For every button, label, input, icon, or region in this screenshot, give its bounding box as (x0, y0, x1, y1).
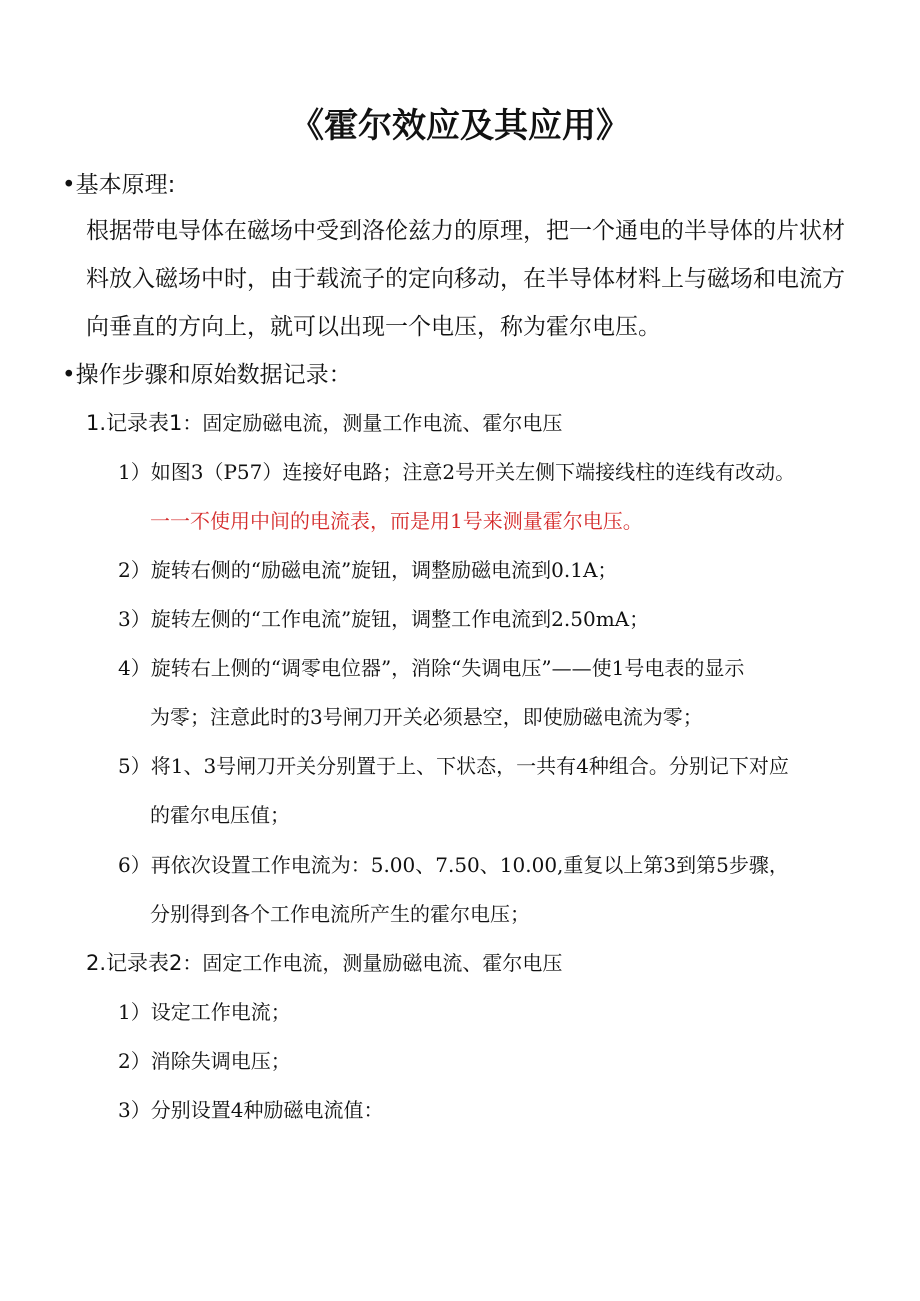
table1-step-1-note: 一一不使用中间的电流表，而是用1号来测量霍尔电压。 (150, 509, 643, 533)
operations-heading: •操作步骤和原始数据记录： (62, 362, 352, 388)
principle-line-2: 料放入磁场中时，由于载流子的定向移动，在半导体材料上与磁场和电流方 (86, 266, 845, 292)
table1-step-6: 6）再依次设置工作电流为：5.00、7.50、10.00,重复以上第3到第5步骤， (118, 853, 789, 877)
table2-step-2: 2）消除失调电压； (118, 1049, 291, 1073)
table1-step-5: 5）将1、3号闸刀开关分别置于上、下状态，一共有4种组合。分别记下对应 (118, 754, 789, 778)
table2-lead: 2.记录表2 (86, 951, 183, 975)
document-title: 《霍尔效应及其应用》 (290, 106, 630, 146)
principle-line-1: 根据带电导体在磁场中受到洛伦兹力的原理，把一个通电的半导体的片状材 (86, 218, 845, 244)
table2-step-1: 1）设定工作电流； (118, 1000, 291, 1024)
table1-step-4: 4）旋转右上侧的“调零电位器”，消除“失调电压”——使1号电表的显示 (118, 656, 745, 680)
table1-lead: 1.记录表1 (86, 411, 183, 435)
table1-step-3: 3）旋转左侧的“工作电流”旋钮，调整工作电流到2.50mA； (118, 607, 650, 631)
table2-rest: ：固定工作电流，测量励磁电流、霍尔电压 (182, 951, 563, 975)
table2-heading (86, 948, 562, 978)
table1-step-5-cont: 的霍尔电压值； (150, 803, 290, 827)
table1-heading (86, 408, 562, 438)
table1-step-4-cont: 为零；注意此时的3号闸刀开关必须悬空，即使励磁电流为零； (150, 705, 703, 729)
table1-step-6-cont: 分别得到各个工作电流所产生的霍尔电压； (150, 902, 530, 926)
table2-step-3: 3）分别设置4种励磁电流值： (118, 1098, 384, 1122)
principle-line-3: 向垂直的方向上，就可以出现一个电压，称为霍尔电压。 (86, 314, 661, 340)
table1-rest: ：固定励磁电流，测量工作电流、霍尔电压 (182, 411, 563, 435)
table1-step-2: 2）旋转右侧的“励磁电流”旋钮，调整励磁电流到0.1A； (118, 558, 618, 582)
principle-heading: •基本原理: (62, 172, 176, 198)
table1-step-1: 1）如图3（P57）连接好电路；注意2号开关左侧下端接线柱的连线有改动。 (118, 460, 796, 484)
